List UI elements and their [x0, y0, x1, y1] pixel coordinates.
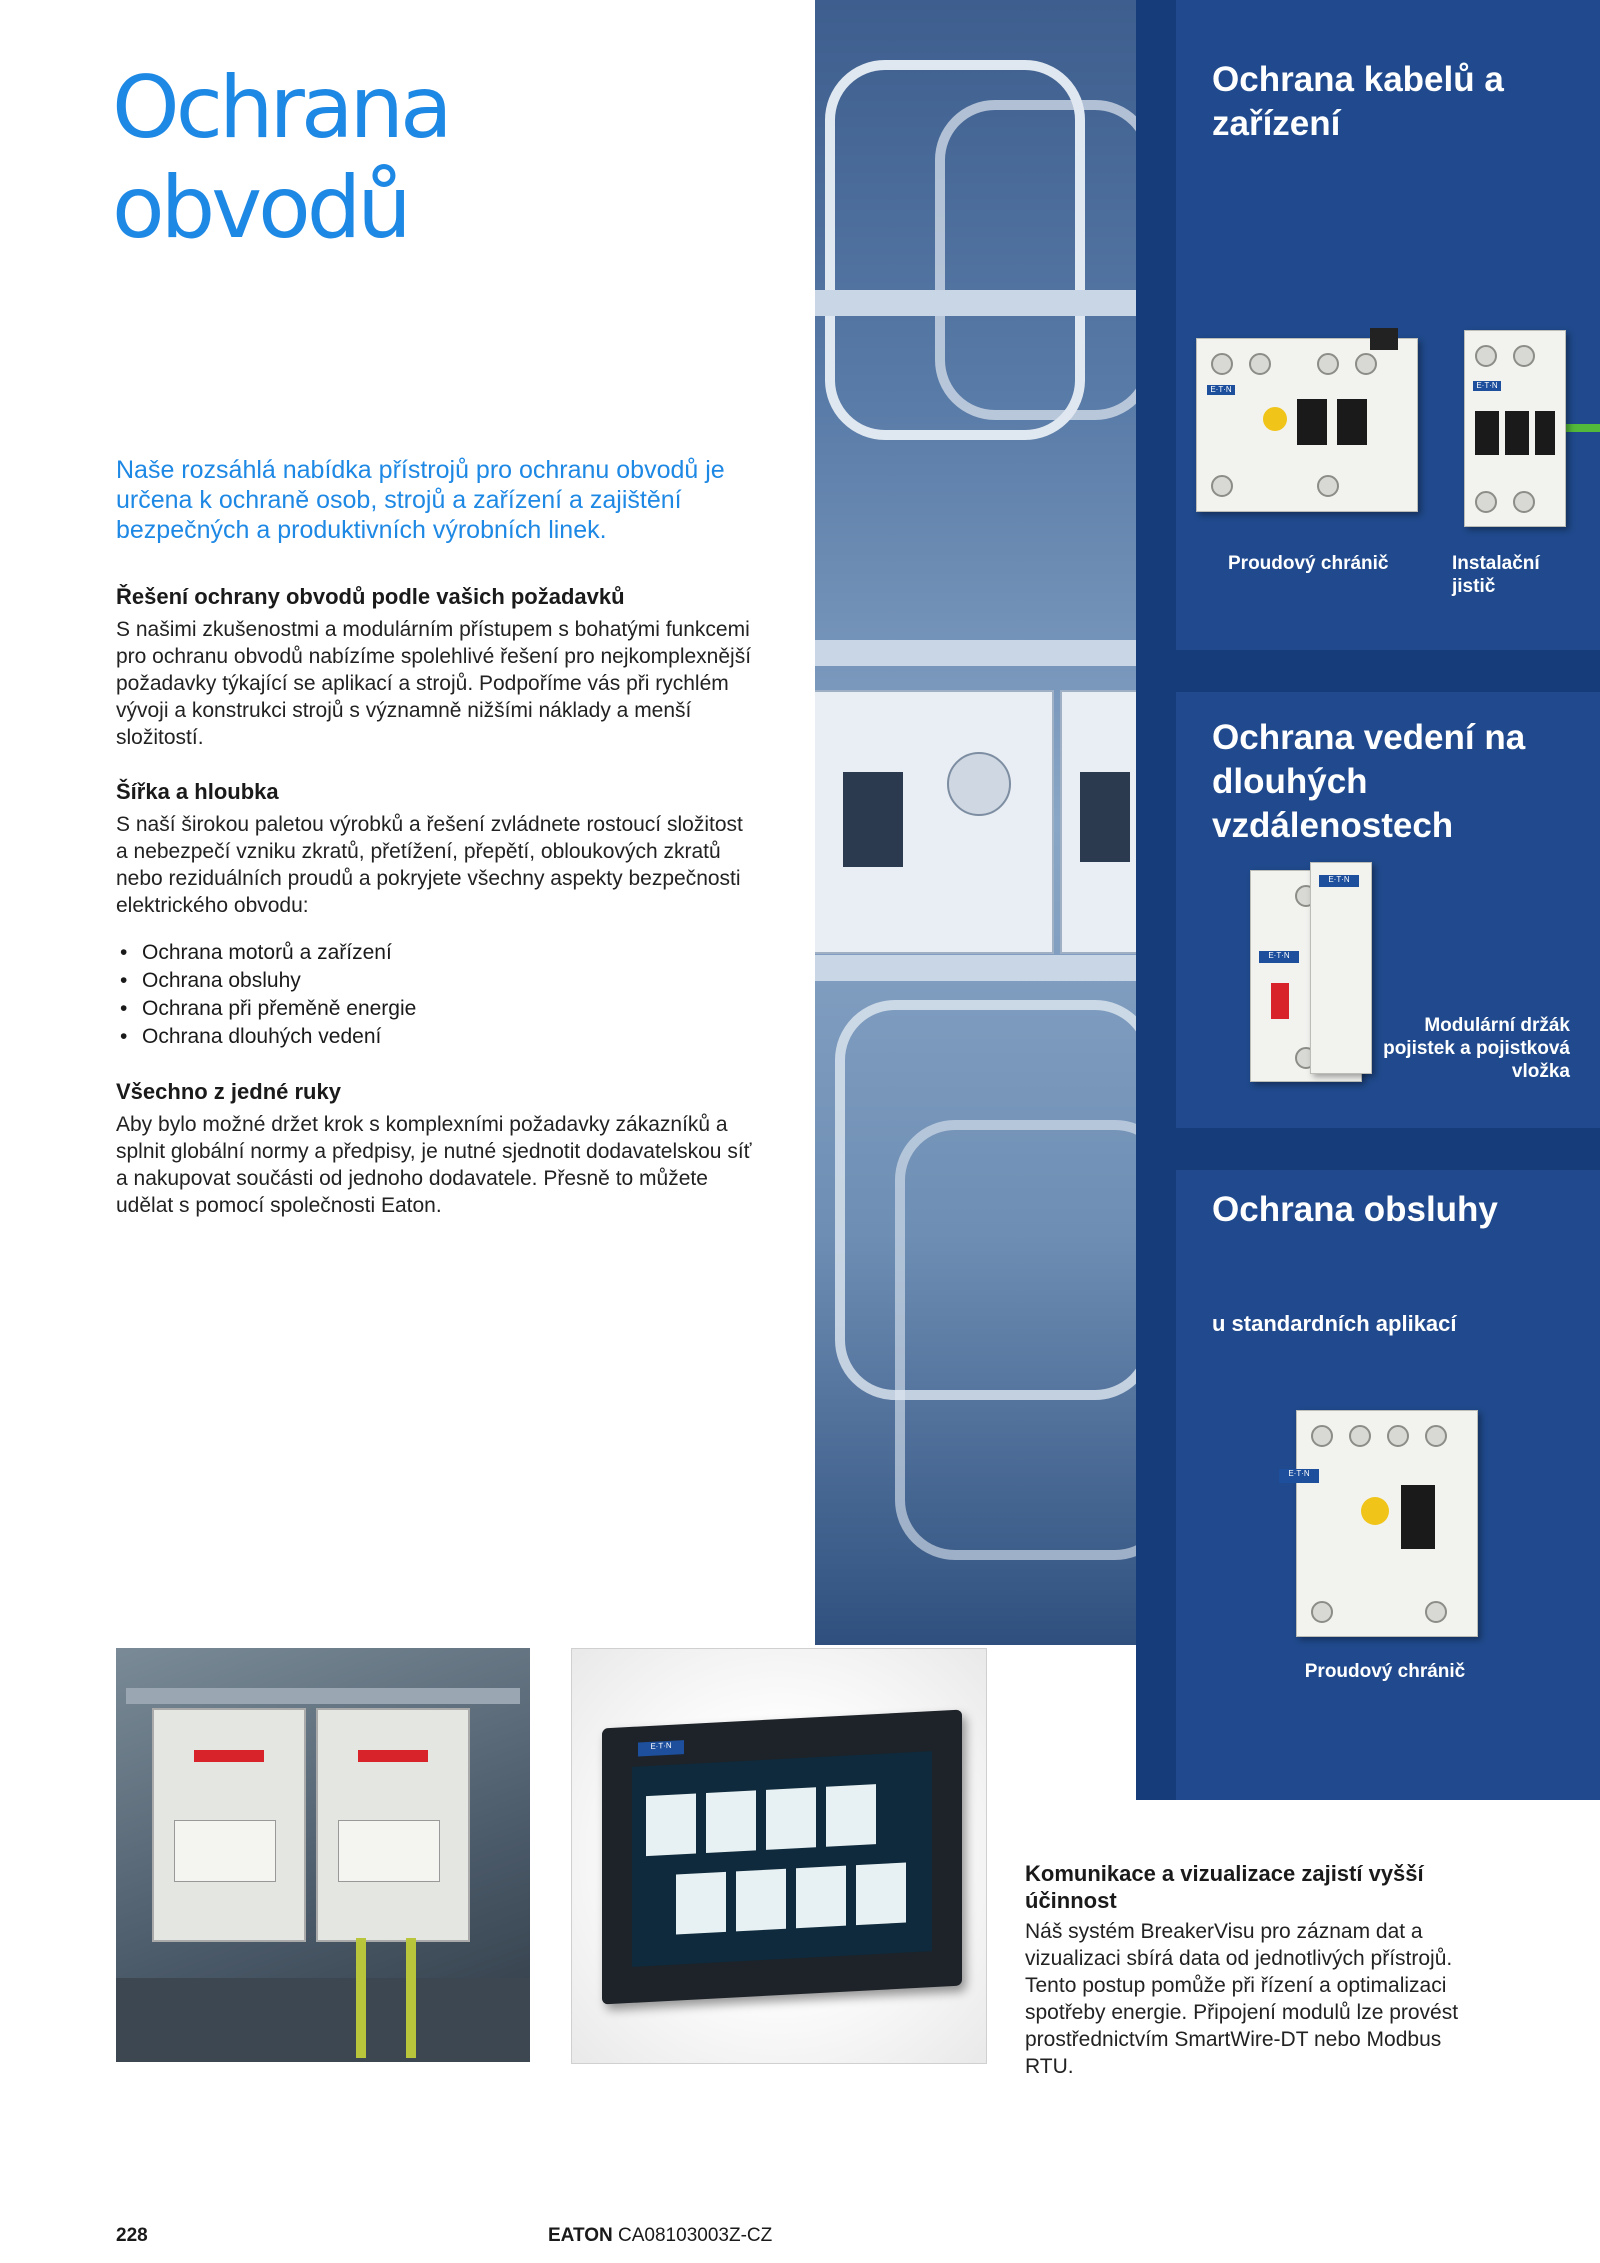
section-heading: Šířka a hloubka [116, 779, 279, 804]
wire-green [406, 1938, 416, 2058]
rcd-device-image [1288, 1410, 1478, 1637]
caption-rcd: Proudový chránič [1228, 553, 1389, 574]
caption-rcd-operator: Proudový chránič [1304, 1661, 1466, 1682]
screw-icon [1211, 475, 1233, 497]
overload-relay [174, 1820, 276, 1882]
section-text: S naší širokou paletou výrobků a řešení zvládnete rostoucí složitost a nebezpečí vzniku zkratů, přetížení, přepětí, obloukových zkratů nebo reziduálních proudů a pokryjete všechny aspekty bezpečnosti elektrického obvodu: [116, 813, 743, 917]
section-text: S našimi zkušenostmi a modulárním přístupem s bohatými funkcemi pro ochranu obvodů nabízíme spolehlivé řešení pro nejkomplexnější požadavky týkající se aplikací a strojů. Podpoříme vás při rychlém vývoji a konstrukci strojů s významně nižšími náklady a menší složitostí. [116, 618, 752, 749]
screw-icon [1311, 1425, 1333, 1447]
lever-icon [1475, 411, 1499, 455]
hmi-tile [646, 1794, 696, 1857]
panel-title-operator: Ochrana obsluhy [1212, 1190, 1498, 1229]
test-button-icon [1263, 407, 1287, 431]
mcb-device-image [1464, 330, 1566, 527]
screw-icon [1425, 1601, 1447, 1623]
communication-text: Náš systém BreakerVisu pro záznam dat a vizualizaci sbírá data od jednotlivých přístrojů. Tento postup pomůže při řízení a optimalizaci spotřeby energie. Připojení modulů lze provést prostřednictvím SmartWire-DT nebo Modbus RTU. [1025, 1920, 1459, 2078]
list-item: • Ochrana při přeměně energie [116, 995, 756, 1023]
fuse-holder-image [1310, 862, 1372, 1074]
eaton-logo: E·T·N [638, 1740, 684, 1756]
screw-icon [1475, 491, 1497, 513]
contactor-photo [152, 1708, 306, 1942]
footer-brand [548, 2225, 772, 2247]
hmi-tile [676, 1872, 726, 1935]
caption-fuse-holder: Modulární držák pojistek a pojistková vložka [1383, 1015, 1570, 1082]
eaton-logo: E·T·N [1473, 381, 1501, 391]
panel-subtitle-operator: u standardních aplikací [1212, 1311, 1457, 1336]
screw-icon [1425, 1425, 1447, 1447]
eaton-logo: E·T·N [1319, 875, 1359, 887]
contactor-photo [316, 1708, 470, 1942]
screw-icon [1387, 1425, 1409, 1447]
screw-icon [1311, 1601, 1333, 1623]
list-item: • Ochrana dlouhých vedení [116, 1023, 756, 1051]
section-heading: Řešení ochrany obvodů podle vašich požadavků [116, 584, 625, 609]
screw-icon [1249, 353, 1271, 375]
caption-mcb: Instalační jistič [1452, 553, 1540, 597]
screw-icon [1211, 353, 1233, 375]
eaton-logo: E·T·N [1279, 1469, 1319, 1483]
lever-icon [1505, 411, 1529, 455]
din-rail [815, 290, 1145, 316]
screw-icon [1513, 491, 1535, 513]
cable-shape [895, 1120, 1175, 1560]
test-button [947, 752, 1011, 816]
hmi-tile [706, 1790, 756, 1853]
document-code: CA08103003Z-CZ [618, 2225, 773, 2246]
panel-title-cables: Ochrana kabelů a zařízení [1212, 60, 1504, 143]
breaker-lever [1080, 772, 1130, 862]
list-item: • Ochrana obsluhy [116, 967, 756, 995]
motor-protection-photo [116, 1648, 530, 2062]
section-breadth [116, 779, 756, 919]
hmi-tile [766, 1787, 816, 1850]
content-column [116, 584, 756, 1247]
screw-icon [1317, 353, 1339, 375]
screw-icon [1349, 1425, 1371, 1447]
fuse-indicator-icon [1271, 983, 1289, 1019]
hmi-panel [602, 1710, 962, 2005]
section-one-supplier [116, 1079, 756, 1219]
communication-heading: Komunikace a vizualizace zajistí vyšší účinnost [1025, 1861, 1424, 1913]
breakervisu-photo [571, 1648, 987, 2064]
din-rail [815, 955, 1145, 981]
hmi-tile [856, 1863, 906, 1926]
rcd-device-image [1196, 338, 1418, 512]
screw-icon [1513, 345, 1535, 367]
hmi-tile [826, 1784, 876, 1847]
eaton-logo: E·T·N [1259, 951, 1299, 963]
hmi-tile [736, 1869, 786, 1932]
test-button-icon [1361, 1497, 1389, 1525]
breaker-photo [815, 690, 1054, 954]
din-rail [815, 640, 1145, 666]
brand-name: EATON [548, 2225, 613, 2246]
list-item: • Ochrana motorů a zařízení [116, 939, 756, 967]
screw-icon [1475, 345, 1497, 367]
panel-title-long-lines: Ochrana vedení na dlouhých vzdálenostech [1212, 718, 1526, 845]
section-text: Aby bylo možné držet krok s komplexními požadavky zákazníků a splnit globální normy a předpisy, je nutné sjednotit dodavatelskou síť a nakupovat součásti od jednoho dodavatele. Přesně to můžete udělat s pomocí společnosti Eaton. [116, 1113, 752, 1217]
screw-icon [1317, 475, 1339, 497]
communication-block [1025, 1860, 1485, 2080]
intro-text: Naše rozsáhlá nabídka přístrojů pro ochranu obvodů je určena k ochraně osob, strojů a zařízení a zajištění bezpečných a produktivních výrobních linek. [116, 456, 725, 544]
section-solutions [116, 584, 756, 751]
hmi-tile [796, 1866, 846, 1929]
page-title: Ochrana obvodů [112, 58, 449, 258]
rcd-clip-icon [1370, 328, 1398, 350]
lever-icon [1535, 411, 1555, 455]
cable-shape [935, 100, 1155, 420]
wire-red [194, 1750, 264, 1762]
hmi-screen [632, 1751, 932, 1967]
lever-icon [1297, 399, 1327, 445]
wire-red [358, 1750, 428, 1762]
din-rail [126, 1688, 520, 1704]
wire-green [356, 1938, 366, 2058]
section-heading: Všechno z jedné ruky [116, 1079, 341, 1104]
lever-icon [1337, 399, 1367, 445]
bullet-list [116, 939, 756, 1051]
page-number: 228 [116, 2225, 148, 2246]
screw-icon [1355, 353, 1377, 375]
lever-icon [1401, 1485, 1435, 1549]
eaton-logo: E·T·N [1207, 385, 1235, 395]
breaker-lever [843, 772, 903, 867]
overload-relay [338, 1820, 440, 1882]
wire-duct [116, 1978, 530, 2062]
